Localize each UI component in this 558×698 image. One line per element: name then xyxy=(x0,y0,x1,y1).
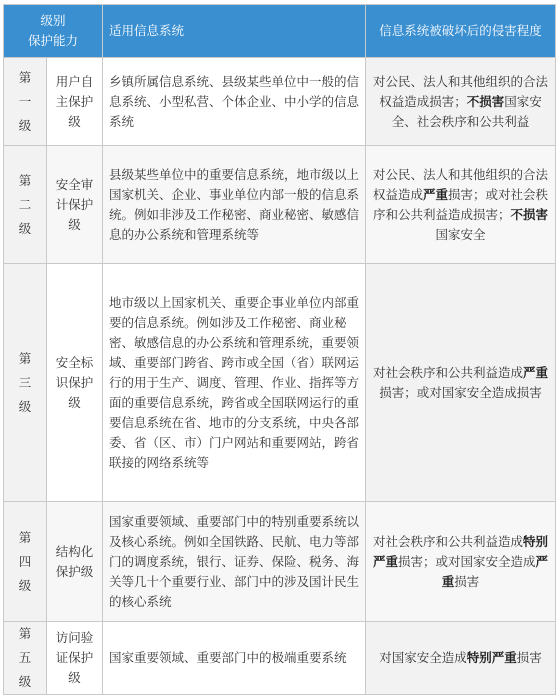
protection-name-cell: 访问验证保护级 xyxy=(47,622,103,695)
header-harm: 信息系统被破坏后的侵害程度 xyxy=(366,5,556,58)
harm-text: 损害；或对社会秩序和公共利益造成损害； xyxy=(373,186,549,222)
harm-cell xyxy=(366,146,556,264)
level-char: 级 xyxy=(18,674,32,689)
level-char: 三 xyxy=(18,374,32,390)
harm-text: 对国家安全造成 xyxy=(379,650,467,665)
table-row xyxy=(4,146,556,264)
protection-name-cell: 结构化保护级 xyxy=(47,502,103,622)
harm-text: 损害 xyxy=(516,650,542,665)
level-cell xyxy=(4,622,47,695)
header-protection-label: 保护能力 xyxy=(28,33,79,48)
level-char: 第 xyxy=(18,69,32,85)
harm-text: 国家安全 xyxy=(435,226,486,242)
harm-text: 损害 xyxy=(454,573,480,589)
level-cell xyxy=(4,146,47,264)
protection-name-cell: 安全标识保护级 xyxy=(47,264,103,502)
harm-emphasis: 特别严重 xyxy=(372,533,549,569)
systems-cell: 乡镇所属信息系统、县级某些单位中一般的信息系统、小型私营、个体企业、中小学的信息系统 xyxy=(103,58,366,146)
level-char: 五 xyxy=(18,650,32,665)
harm-cell xyxy=(366,264,556,502)
harm-cell xyxy=(366,58,556,146)
level-cell xyxy=(4,502,47,622)
harm-text: 损害；或对国家安全造成 xyxy=(398,553,536,569)
harm-emphasis: 不损害 xyxy=(466,93,505,109)
harm-emphasis: 不损害 xyxy=(510,206,549,222)
harm-emphasis: 严重 xyxy=(441,553,549,589)
systems-cell: 国家重要领域、重要部门中的特别重要系统以及核心系统。例如全国铁路、民航、电力等部门的调度系统，银行、证券、保险、税务、海关等几十个重要行业、部门中的涉及国计民生的核心系统 xyxy=(103,502,366,622)
level-char: 级 xyxy=(18,398,32,414)
level-char: 第 xyxy=(18,350,32,366)
harm-emphasis: 严重 xyxy=(523,364,549,380)
level-cell xyxy=(4,264,47,502)
protection-name-cell: 安全审计保护级 xyxy=(47,146,103,264)
security-level-table xyxy=(3,4,556,695)
harm-emphasis: 特别严重 xyxy=(466,650,517,665)
level-char: 一 xyxy=(18,93,32,109)
level-cell xyxy=(4,58,47,146)
table-row xyxy=(4,264,556,502)
systems-cell: 地市级以上国家机关、重要企事业单位内部重要的信息系统。例如涉及工作秘密、商业秘密、敏感信息的办公系统和管理系统，重要领域、重要部门跨省、跨市或全国（省）联网运行的用于生产、调度、管理、作业、指挥等方面的重要信息系统，跨省或全国联网运行的重要信息系统在省、地市的分支系统，中央各部委、省（区、市）门户网站和重要网站，跨省联接的网络系统等 xyxy=(103,264,366,502)
header-systems: 适用信息系统 xyxy=(103,5,366,58)
level-char: 级 xyxy=(18,577,32,593)
harm-cell xyxy=(366,622,556,695)
level-char: 级 xyxy=(18,220,32,236)
level-char: 第 xyxy=(18,172,32,188)
harm-text: 损害；或对国家安全造成损害 xyxy=(379,384,542,400)
systems-cell: 县级某些单位中的重要信息系统，地市级以上国家机关、企业、事业单位内部一般的信息系统。例如非涉及工作秘密、商业秘密、敏感信息的办公系统和管理系统等 xyxy=(103,146,366,264)
harm-text: 国家安全、社会秩序和公共利益 xyxy=(391,93,542,129)
level-char: 第 xyxy=(18,626,32,641)
harm-text: 对社会秩序和公共利益造成 xyxy=(373,364,524,380)
harm-emphasis: 严重 xyxy=(423,186,449,202)
harm-text: 对公民、法人和其他组织的合法权益造成损害； xyxy=(373,73,549,109)
level-char: 第 xyxy=(18,529,32,545)
level-char: 二 xyxy=(18,196,32,212)
table-header-row xyxy=(4,5,556,58)
harm-cell xyxy=(366,502,556,622)
harm-text: 对社会秩序和公共利益造成 xyxy=(373,533,524,549)
table-row xyxy=(4,502,556,622)
level-char: 四 xyxy=(18,553,32,569)
table-row xyxy=(4,58,556,146)
header-level-label: 级别 xyxy=(40,13,66,28)
header-level-protection xyxy=(4,5,103,58)
protection-name-cell: 用户自主保护级 xyxy=(47,58,103,146)
level-char: 级 xyxy=(18,117,32,133)
table-row xyxy=(4,622,556,695)
systems-cell: 国家重要领域、重要部门中的极端重要系统 xyxy=(103,622,366,695)
harm-text: 对公民、法人和其他组织的合法权益造成 xyxy=(372,166,549,202)
